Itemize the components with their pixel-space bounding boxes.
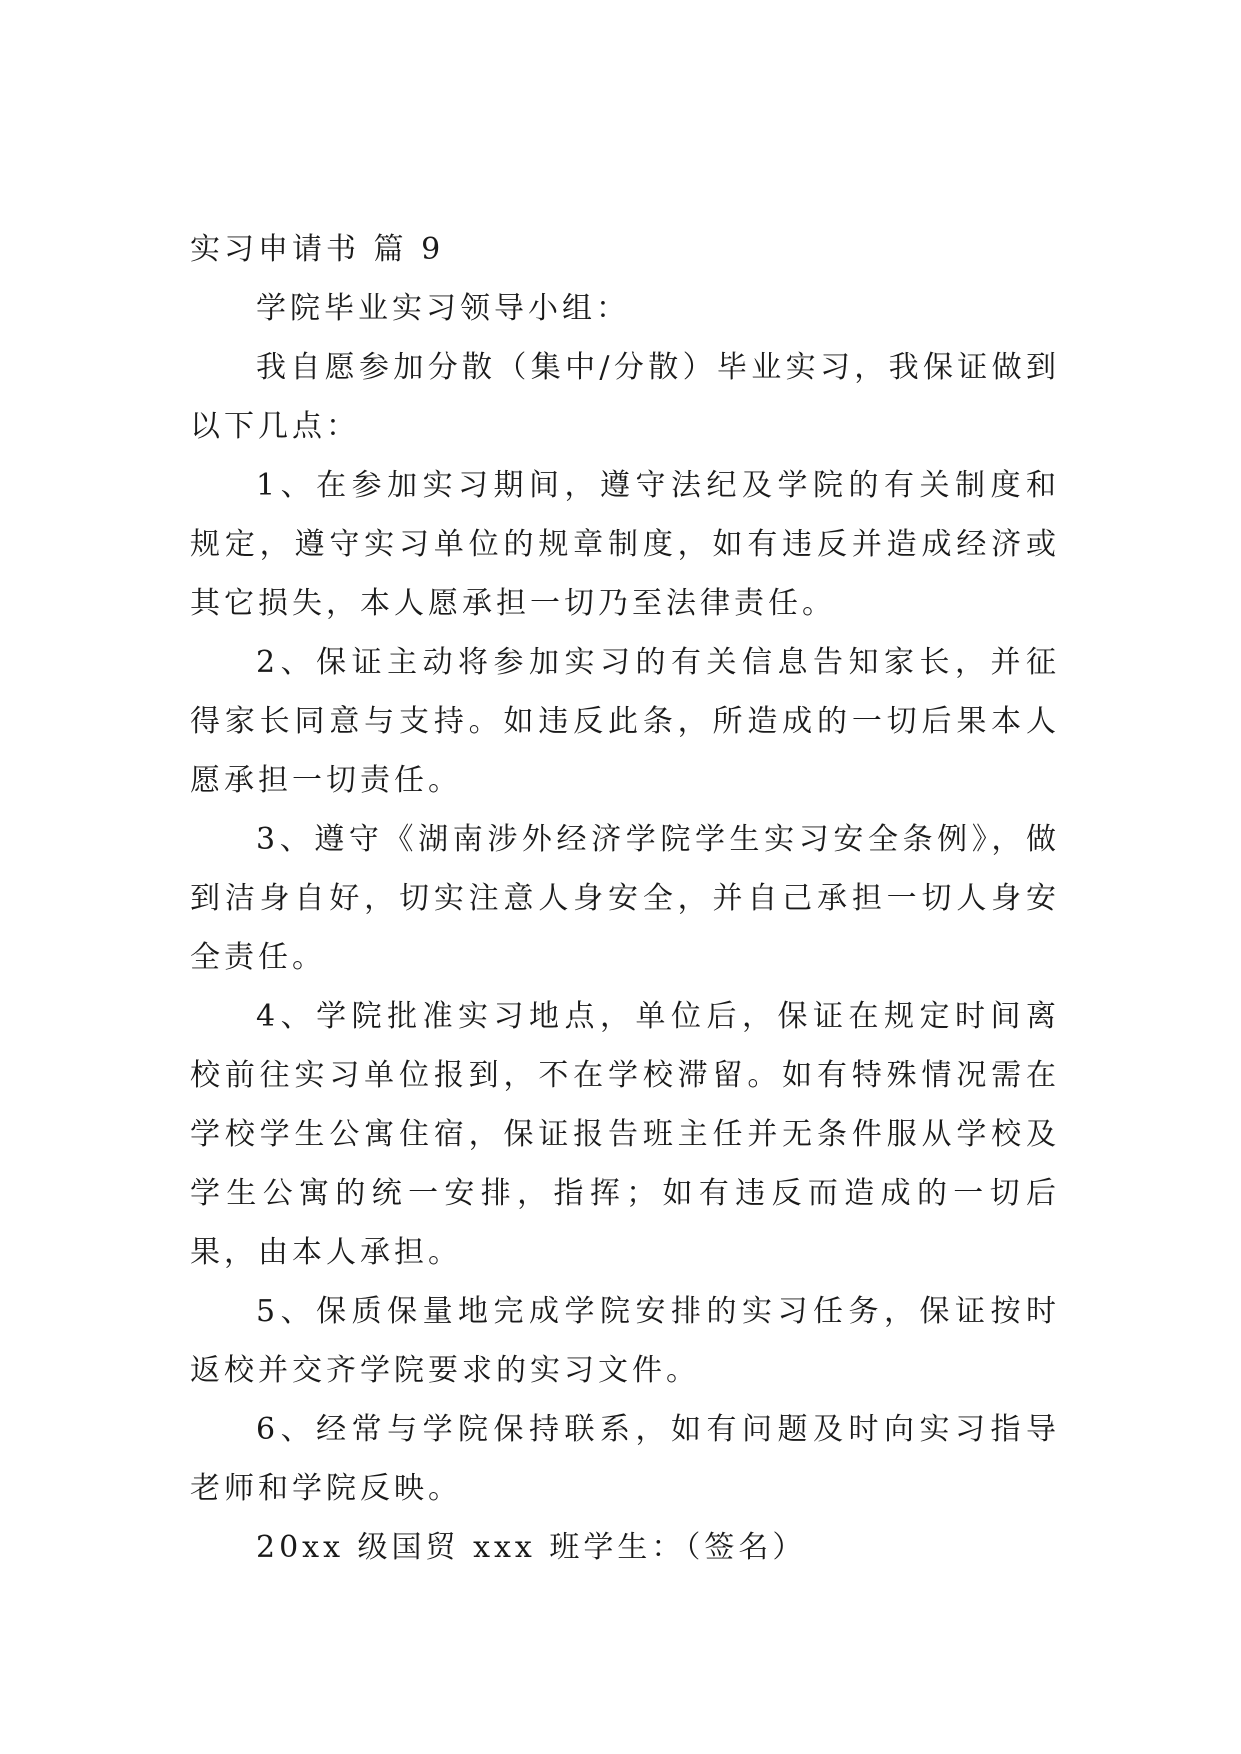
pledge-item-3: 3、遵守《湖南涉外经济学院学生实习安全条例》，做到洁身自好，切实注意人身安全，并自己承担一切人身安全责任。 — [190, 822, 1060, 975]
greeting-line: 学院毕业实习领导小组： — [256, 291, 630, 326]
intro-paragraph: 我自愿参加分散（集中/分散）毕业实习，我保证做到以下几点： — [190, 350, 1060, 444]
document-title: 实习申请书 篇 9 — [190, 232, 445, 267]
pledge-item-1: 1、在参加实习期间，遵守法纪及学院的有关制度和规定，遵守实习单位的规章制度，如有违反并造成经济或其它损失，本人愿承担一切乃至法律责任。 — [190, 468, 1060, 621]
pledge-item-2: 2、保证主动将参加实习的有关信息告知家长，并征得家长同意与支持。如违反此条，所造成的一切后果本人愿承担一切责任。 — [190, 645, 1060, 798]
pledge-item-6: 6、经常与学院保持联系，如有问题及时向实习指导老师和学院反映。 — [190, 1412, 1060, 1506]
pledge-item-5: 5、保质保量地完成学院安排的实习任务，保证按时返校并交齐学院要求的实习文件。 — [190, 1294, 1060, 1388]
signature-line: 20xx 级国贸 xxx 班学生：（签名） — [256, 1530, 807, 1565]
document-page — [190, 220, 1060, 1577]
pledge-item-4: 4、学院批准实习地点，单位后，保证在规定时间离校前往实习单位报到，不在学校滞留。如有特殊情况需在学校学生公寓住宿，保证报告班主任并无条件服从学校及学生公寓的统一安排，指挥；如有违反而造成的一切后果，由本人承担。 — [190, 999, 1060, 1270]
